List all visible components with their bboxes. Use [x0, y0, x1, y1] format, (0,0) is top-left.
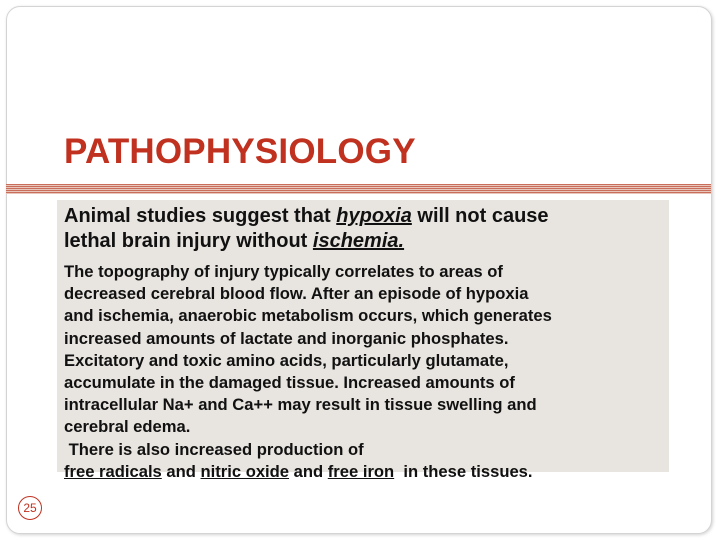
lead-text: lethal brain injury without: [64, 230, 313, 252]
body-line: cerebral edema.: [64, 417, 191, 437]
nitric-oxide-link[interactable]: nitric oxide: [200, 461, 290, 481]
body-text: and: [289, 461, 328, 481]
title-divider: [6, 184, 711, 194]
body-line: and ischemia, anaerobic metabolism occurs, which generates: [64, 306, 552, 326]
body-line: The topography of injury typically correlates to areas of: [64, 262, 503, 281]
page-number-badge: 25: [18, 496, 42, 520]
slide-title: PATHOPHYSIOLOGY: [64, 132, 416, 171]
body-line: increased amounts of lactate and inorganic phosphates.: [64, 328, 509, 348]
ischemia-link[interactable]: ischemia.: [312, 230, 405, 252]
free-radicals-link[interactable]: free radicals: [64, 461, 162, 481]
lead-line-1: [64, 204, 664, 229]
lead-line-2: [64, 229, 664, 254]
hypoxia-link[interactable]: hypoxia: [336, 205, 412, 227]
body-line: intracellular Na+ and Ca++ may result in tissue swelling and: [64, 395, 537, 415]
body-last-line: [64, 461, 664, 483]
body-line: accumulate in the damaged tissue. Increased amounts of: [64, 373, 515, 393]
body-text: and: [161, 461, 201, 481]
body-text: in these tissues.: [394, 461, 533, 481]
body-line: decreased cerebral blood flow. After an episode of hypoxia: [64, 284, 529, 304]
free-iron-link[interactable]: free iron: [327, 461, 395, 481]
body-line: Excitatory and toxic amino acids, particularly glutamate,: [64, 350, 509, 370]
lead-text: Animal studies suggest that: [64, 205, 337, 227]
lead-text: will not cause: [411, 205, 549, 227]
lead-paragraph: [64, 204, 664, 254]
body-line: There is also increased production of: [64, 439, 364, 459]
body-paragraph: [64, 261, 664, 483]
